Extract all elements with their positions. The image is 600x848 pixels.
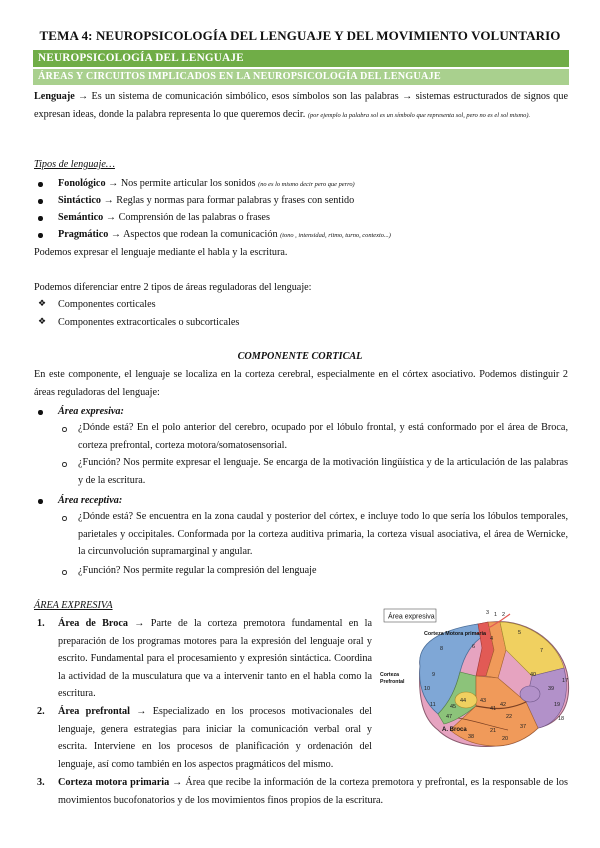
type-item-pragmatico: Pragmático → Aspectos que rodean la comunicación (tono , intensidad, ritmo, turno, contexto...) bbox=[58, 229, 391, 240]
brodmann-number: 19 bbox=[554, 702, 561, 708]
areas-item-corticales: Componentes corticales bbox=[58, 299, 156, 310]
label-prefrontal-1: Corteza bbox=[380, 672, 400, 678]
brodmann-number: 8 bbox=[440, 646, 444, 652]
circle-bullet bbox=[62, 570, 67, 575]
brodmann-number: 9 bbox=[432, 672, 436, 678]
expresiva-funcion: ¿Función? Nos permite expresar el lenguaje. Se encarga de la motivación lingüística y de la articulación de las palabras y de la escritura. bbox=[78, 457, 568, 486]
brodmann-number: 17 bbox=[562, 678, 569, 684]
brodmann-number: 20 bbox=[502, 736, 509, 742]
areas-intro: Podemos diferenciar entre 2 tipos de áreas reguladoras del lenguaje: bbox=[34, 282, 312, 293]
brodmann-number: 5 bbox=[518, 630, 522, 636]
expresiva-donde: ¿Dónde está? En el polo anterior del cerebro, ocupado por el lóbulo frontal, y está conformado por el área de Broca, corteza prefrontal, corteza motora/somatosensorial. bbox=[78, 422, 568, 451]
brodmann-number: 44 bbox=[460, 698, 467, 704]
types-heading: Tipos de lenguaje… bbox=[34, 159, 115, 170]
brain-diagram bbox=[380, 606, 572, 766]
brodmann-number: 43 bbox=[480, 698, 487, 704]
types-after: Podemos expresar el lenguaje mediante el habla y la escritura. bbox=[34, 247, 288, 258]
item-number: 1. bbox=[37, 618, 45, 629]
circle-bullet bbox=[62, 462, 67, 467]
bullet-dot bbox=[38, 182, 43, 187]
brodmann-number: 2 bbox=[502, 612, 506, 618]
type-item-fonologico: Fonológico → Nos permite articular los sonidos (no es lo mismo decir pero que perro) bbox=[58, 178, 355, 189]
cortical-intro: En este componente, el lenguaje se localiza en la corteza cerebral, especialmente en el córtex asociativo. Podemos distinguir 2 áreas reguladoras del lenguaje: bbox=[34, 369, 568, 398]
type-item-sintactico: Sintáctico → Reglas y normas para formar palabras y frases con sentido bbox=[58, 195, 355, 206]
brodmann-number: 40 bbox=[530, 672, 537, 678]
brodmann-number: 47 bbox=[446, 714, 453, 720]
brodmann-number: 41 bbox=[490, 706, 497, 712]
type-item-semantico: Semántico → Comprensión de las palabras o frases bbox=[58, 212, 270, 223]
brodmann-number: 3 bbox=[486, 610, 490, 616]
label-prefrontal-2: Prefrontal bbox=[380, 679, 405, 685]
expresiva-section-heading: ÁREA EXPRESIVA bbox=[34, 600, 113, 611]
receptiva-label: Área receptiva: bbox=[58, 495, 123, 506]
bullet-dot bbox=[38, 499, 43, 504]
brodmann-number: 37 bbox=[520, 724, 527, 730]
item-motora: Corteza motora primaria → Área que recibe la información de la corteza premotora y prefrontal, es la responsable de los movimientos bucofonatorios y de los movimientos finos propios de la escritura. bbox=[58, 777, 568, 806]
bullet-dot bbox=[38, 233, 43, 238]
brodmann-number: 4 bbox=[490, 636, 494, 642]
item-number: 2. bbox=[37, 706, 45, 717]
circle-bullet bbox=[62, 516, 67, 521]
receptiva-funcion: ¿Función? Nos permite regular la compresión del lenguaje bbox=[78, 565, 317, 576]
brodmann-number: 22 bbox=[506, 714, 513, 720]
bullet-dot bbox=[38, 410, 43, 415]
item-prefrontal: Área prefrontal → Especializado en los procesos motivacionales del lenguaje, genera estrategias para iniciar la comunicación verbal oral y escrita. Interviene en los procesos de planificación y ordenación del lenguaje, así como también en los aspectos pragmáticos del mismo. bbox=[58, 706, 372, 770]
item-broca: Área de Broca → Parte de la corteza premotora fundamental en la preparación de los programas motores para la expresión del lenguaje oral y escrito. Fundamental para el procesamiento y expresión sintáctica. Coordina la actividad de la musculatura que va a intervenir tanto en el habla como la escritura. bbox=[58, 618, 372, 699]
brodmann-number: 21 bbox=[490, 728, 497, 734]
brodmann-number: 42 bbox=[500, 702, 507, 708]
label-motora: Corteza Motora primaria bbox=[424, 631, 487, 637]
subsection-bar: ÁREAS Y CIRCUITOS IMPLICADOS EN LA NEUROPSICOLOGÍA DEL LENGUAJE bbox=[33, 69, 569, 85]
label-broca: A. Broca bbox=[442, 727, 467, 733]
areas-item-subcorticales: Componentes extracorticales o subcorticales bbox=[58, 317, 240, 328]
item-number: 3. bbox=[37, 777, 45, 788]
cortical-heading: COMPONENTE CORTICAL bbox=[237, 351, 363, 362]
diamond-bullet-icon: ❖ bbox=[38, 299, 47, 309]
brodmann-number: 38 bbox=[468, 734, 475, 740]
bullet-dot bbox=[38, 199, 43, 204]
bullet-dot bbox=[38, 216, 43, 221]
label-area-expresiva: Área expresiva bbox=[388, 613, 435, 621]
diamond-bullet-icon: ❖ bbox=[38, 317, 47, 327]
brodmann-number: 18 bbox=[558, 716, 565, 722]
brodmann-number: 6 bbox=[472, 644, 476, 650]
intro-text: → Es un sistema de comunicación simbólico, esos símbolos son las palabras → sistemas estructurados de signos que expresan ideas, donde la palabra representa lo que queremos decir. bbox=[34, 91, 568, 120]
intro-paragraph bbox=[34, 88, 568, 124]
receptiva-donde: ¿Dónde está? Se encuentra en la zona caudal y posterior del córtex, e incluye todo lo que sería los lóbulos temporales, parietales y occipitales. Conformada por la corteza auditiva primaria, la corteza visual asociativa, el área de Wernicke, la circunvolución supramarginal y angular. bbox=[78, 511, 568, 557]
page-title: TEMA 4: NEUROPSICOLOGÍA DEL LENGUAJE Y DEL MOVIMIENTO VOLUNTARIO bbox=[39, 28, 561, 43]
intro-note: (por ejemplo la palabra sol es un símbolo que representa sol, pero no es el sol mismo). bbox=[307, 111, 531, 119]
brodmann-number: 1 bbox=[494, 612, 498, 618]
circle-bullet bbox=[62, 427, 67, 432]
brodmann-number: 10 bbox=[424, 686, 431, 692]
brodmann-number: 7 bbox=[540, 648, 544, 654]
brodmann-number: 45 bbox=[450, 704, 457, 710]
brodmann-number: 39 bbox=[548, 686, 555, 692]
expresiva-label: Área expresiva: bbox=[58, 406, 124, 417]
section-bar: NEUROPSICOLOGÍA DEL LENGUAJE bbox=[33, 50, 569, 67]
brodmann-number: 11 bbox=[430, 702, 436, 708]
intro-term: Lenguaje bbox=[34, 91, 75, 102]
